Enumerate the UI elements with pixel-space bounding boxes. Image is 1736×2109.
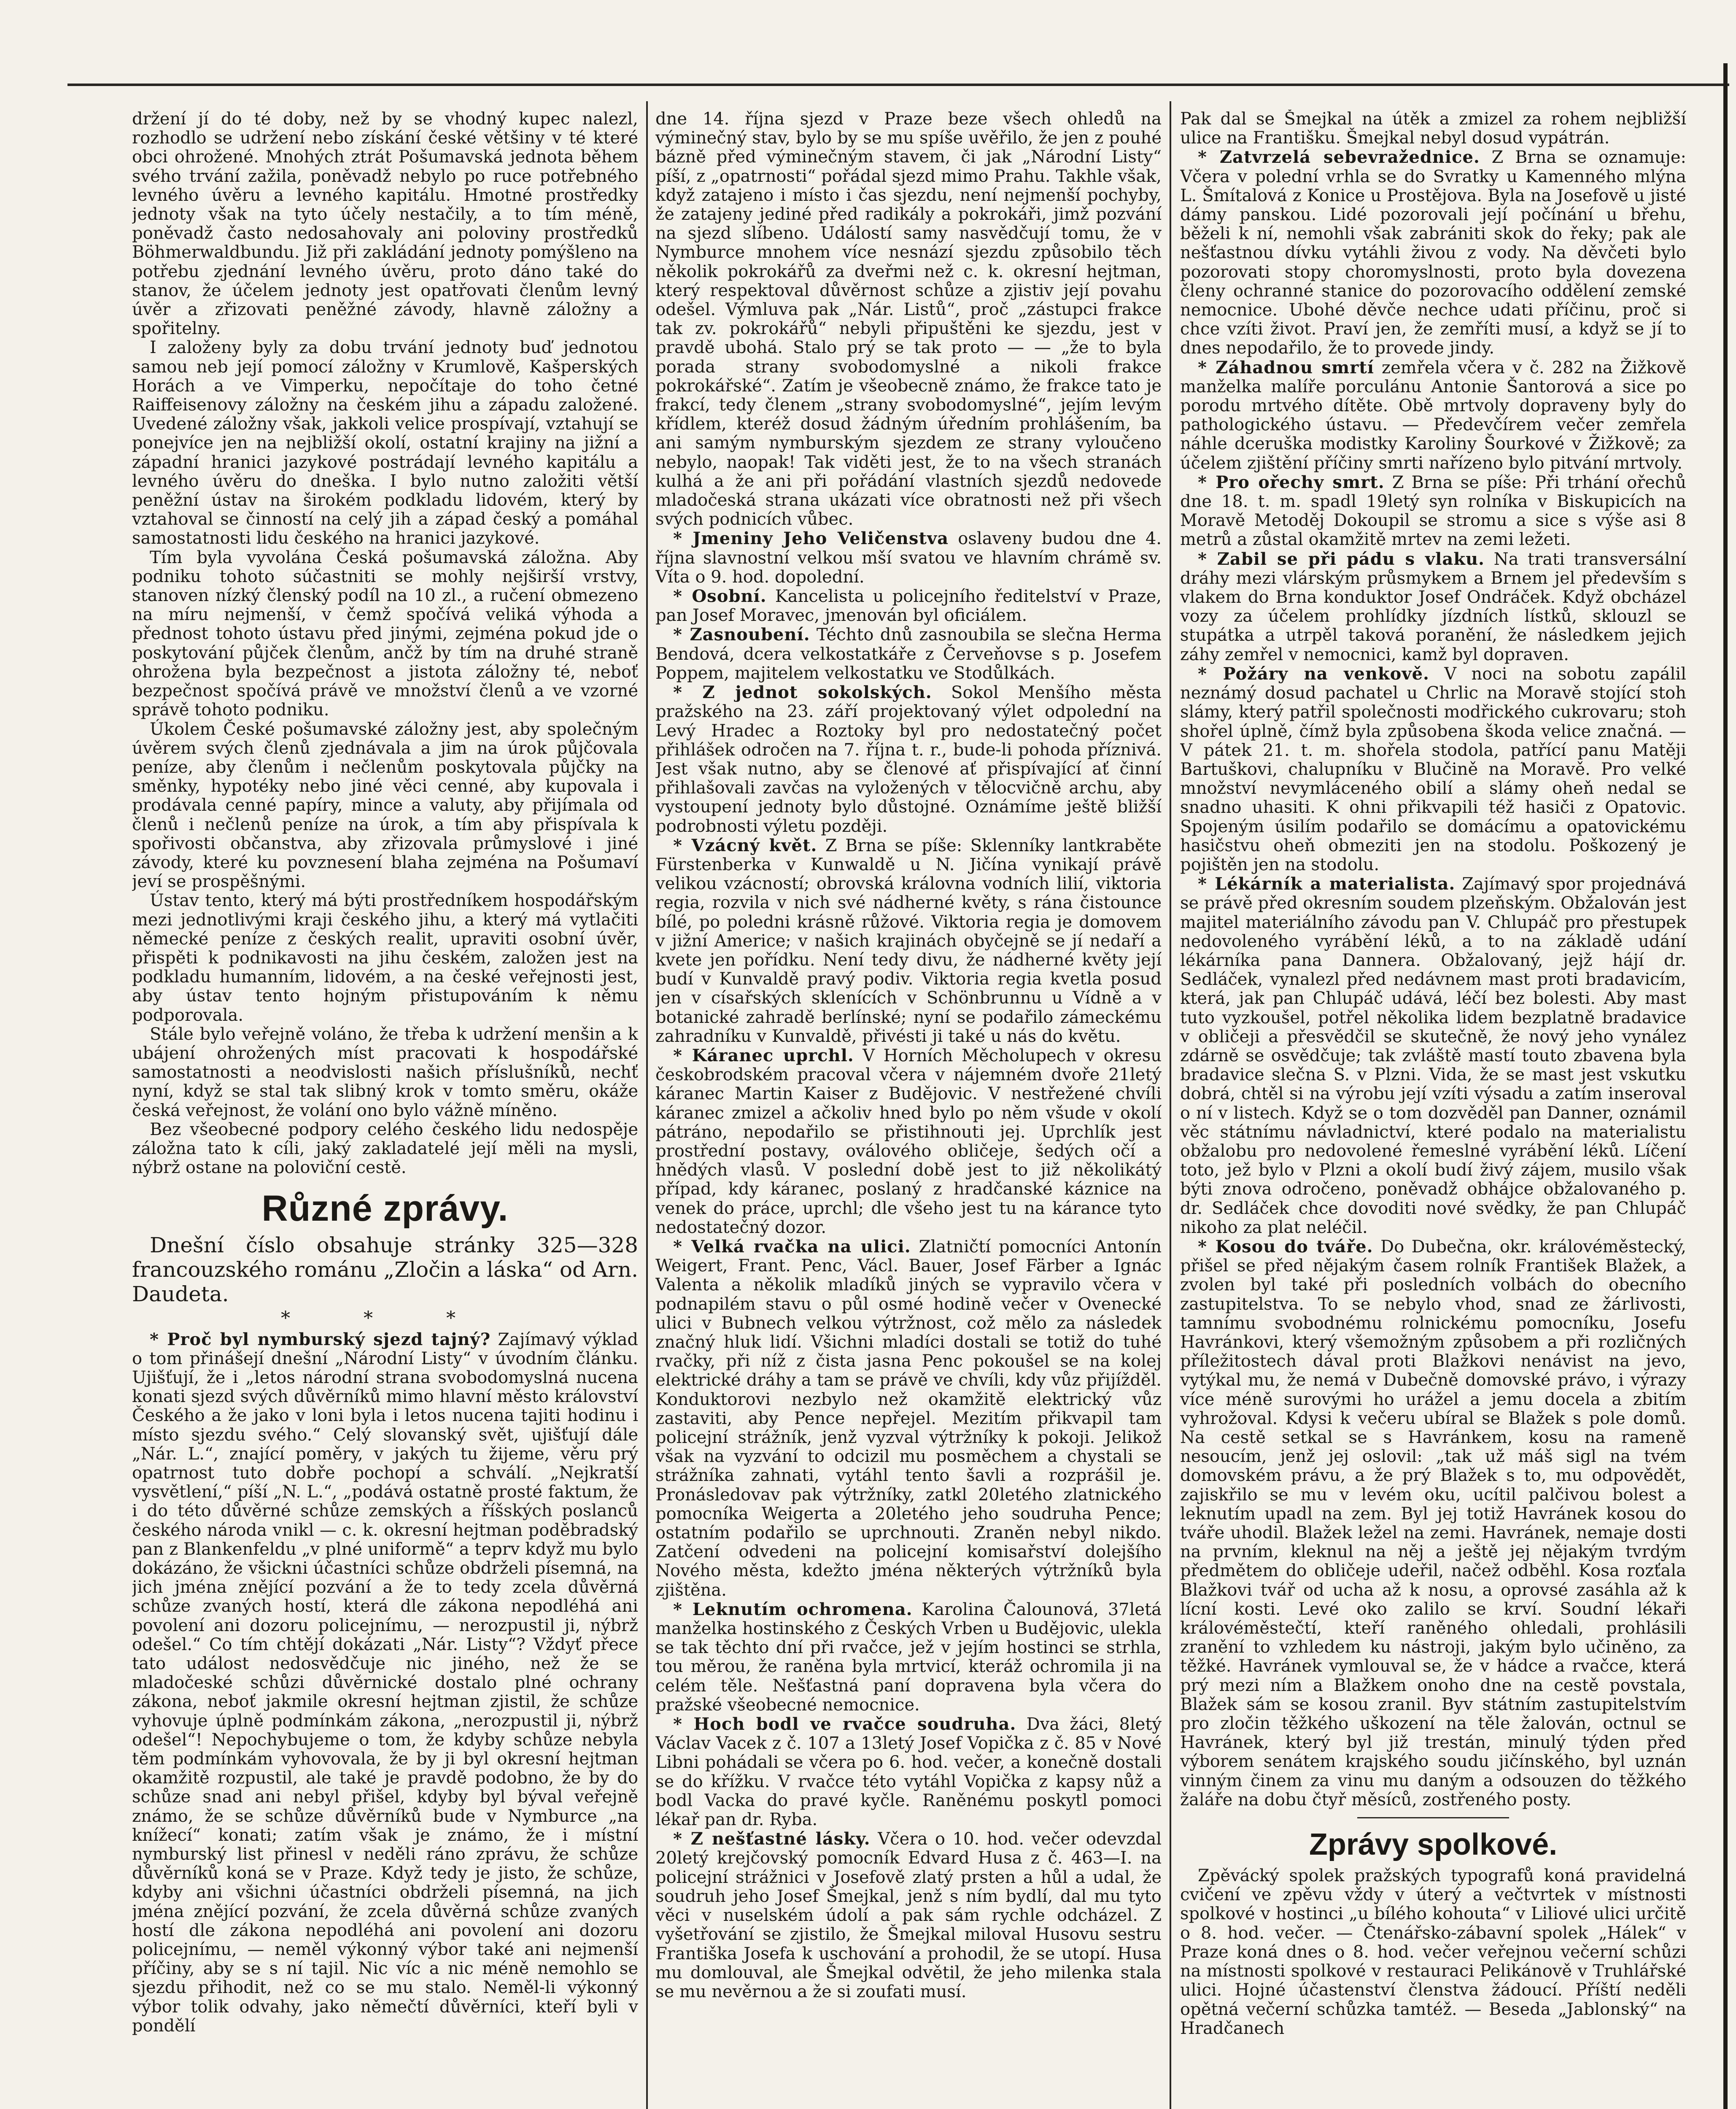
column-2	[655, 110, 1162, 2109]
news-item	[655, 529, 1162, 587]
news-item-body: V noci na sobotu zapálil neznámý dosud pachatel u Chrlic na Moravě stojící stoh slámy, který patřil společnosti modřického cukrovaru; stoh shořel úplně, čímž byla způsobena škoda velice značná. — V pátek 21. t. m. shořela stodola, patřící panu Matěji Bartuškovi, chalupníku v Blučině na Moravě. Pro velké množství nevymláceného obilí a slámy oheň nedal se snadno uhasiti. K ohni přikvapili též hasiči z Opatovic. Spojeným úsilím podařilo se domácímu a opatovickému hasičstvu oheň obmeziti jen na stodolu. Poškozený je pojištěn jen na stodolu.	[1180, 664, 1686, 874]
news-item-title: * Zasnoubení.	[673, 625, 810, 645]
news-item	[1180, 874, 1686, 1237]
news-item-body: Z Brna se píše: Sklenníky lantkraběte Fürstenberka v Kunwaldě u N. Jičína vynikají právě velikou vzácností; obrovská královna vodních lilií, viktoria regia, rozvila v nich své nádherné květy, s rána čistounce bílé, po poledni krásně růžové. Viktoria regia je domovem v jižní Americe; v našich krajinách obyčejně se jí nedaří a kvete jen pořídku. Není tedy divu, že nádherné květy její budí v Kunvaldě pravý podiv. Viktoria regia kvetla posud jen v císařských sklenících v Schönbrunnu u Vídně a v botanické zahradě berlínské; nyní se podařilo zámeckému zahradníku v Kunvaldě, přivésti ji také u nás do květu.	[655, 836, 1162, 1046]
news-item	[1180, 550, 1686, 664]
section-lead: Dnešní číslo obsahuje stránky 325—328 francouzského románu „Zločin a láska“ od Arn. Daudeta.	[132, 1233, 638, 1307]
news-item-body: Zajímavý výklad o tom přinášejí dnešní „Národní Listy“ v úvodním článku. Ujišťují, že i „letos národní strana svobodomyslná nucena konati sjezd svých důvěrníků mimo hlavní město království Českého a že jako v loni byla i letos nucena tajiti hodinu i místo sjezdu svého.“ Celý slovanský svět, ujišťují dále „Nár. L.“, znající poměry, v jakých tu žijeme, věru prý opatrnost tuto dobře pochopí a schválí. „Nejkratší vysvětlení,“ píší „N. L.“, „podává ostatně prosté faktum, že i do této důvěrné schůze zemských a říšských poslanců českého národa vnikl — c. k. okresní hejtman poděbradský pan z Blankenfeldu „v plné uniformě“ a teprv když mu bylo dokázáno, že všickni účastníci schůze obdrželi písemná, na jich jména znějící pozvání a že to tedy zcela důvěrná schůze zvaných hostí, která dle zákona nepodléhá ani povolení ani dozoru policejnímu, — nerozpustil ji, nýbrž odešel.“ Co tím chtějí dokázati „Nár. Listy“? Vždyť přece tato událost nedosvědčuje nic jiného, než že se mladočeské schůzi důvěrnické dostalo plné ochrany zákona, neboť jakmile okresní hejtman zjistil, že schůze vyhovuje úplně podmínkám zákona, „nerozpustil ji, nýbrž odešel“! Nepochybujeme o tom, že kdyby schůze nebyla těm podmínkám vyhovovala, že by ji byl okresní hejtman okamžitě rozpustil, ale také je pravdě podobno, že by do schůze snad ani nebyl přišel, kdyby byl býval veřejně známo, že se schůze důvěrníků bude v Nymburce „na knížecí“ konati; zatím však je známo, že i místní nymburský list přinesl v neděli ráno zprávu, že schůze důvěrníků koná se v Praze. Když tedy je jisto, že schůze, kdyby ani všichni účastníci obdrželi písemná, na jich jména znějící pozvání, že zcela důvěrná schůze zvaných hostí dle zákona nepodléhá ani povolení ani dozoru policejnímu, — neměl výkonný výbor také ani nejmenší příčiny, aby se s ní tajil. Nic víc a nic méně nemohlo se sjezdu přihodit, než co se mu stalo. Neměl-li výkonný výbor tolik odvahy, jako němečtí důvěrníci, kteří byli v pondělí	[132, 1330, 638, 2036]
section-heading-societies: Zprávy spolkové.	[1309, 1828, 1558, 1862]
news-item-title: * Záhadnou smrtí	[1198, 357, 1374, 378]
section-heading-news: Různé zprávy.	[261, 1188, 509, 1229]
news-item-title: * Z jednot sokolských.	[673, 682, 932, 703]
news-item-title: * Vzácný květ.	[673, 835, 817, 855]
news-item-title: * Proč byl nymburský sjezd tajný?	[150, 1329, 491, 1349]
news-item	[132, 1330, 638, 2036]
news-item-title: * Zabil se při pádu s vlaku.	[1198, 549, 1485, 569]
news-item	[1180, 473, 1686, 550]
news-item-body: Kancelista u policejního ředitelství v Praze, pan Josef Moravec, jmenován byl oficiálem.	[655, 587, 1162, 626]
article-paragraph: I založeny byly za dobu trvání jednoty buď jednotou samou neb její pomocí záložny v Krumlově, Kašperských Horách a ve Vimperku, nepočítaje do toho četné Raiffeisenovy záložny na českém jihu a západu založené. Uvedené záložny však, jakkoli velice prospívají, vztahují se ponejvíce jen na nejbližší okolí, ostatní krajiny na jižní a západní hranici jazykové postrádají levného kapitálu a levného úvěru do dneška. I bylo nutno založiti větší peněžní ústav na širokém podkladu lidovém, který by vztahoval se činností na celý jih a západ český a pomáhal samostatnosti lidu českého na hranici jazykové.	[132, 338, 638, 548]
news-item	[655, 1046, 1162, 1237]
news-item-title: * Káranec uprchl.	[673, 1045, 854, 1065]
article-paragraph: Úkolem České pošumavské záložny jest, aby společným úvěrem svých členů zjednávala a jim na úrok půjčovala peníze, aby členům i nečlenům poskytovala půjčky na směnky, hypotéky nebo jiné věci cenné, aby kupovala i prodávala cenné papíry, mince a valuty, aby přijímala od členů i nečlenů peníze na úrok, a tím aby přispívala k spořivosti občanstva, aby zřizovala průmyslové i jiné závody, které ku povznesení blaha zejména na Pošumaví jeví se prospěšnými.	[132, 719, 638, 892]
news-item-title: * Jmeniny Jeho Veličenstva	[673, 529, 949, 549]
news-item-title: * Kosou do tváře.	[1198, 1236, 1373, 1257]
news-item	[1180, 358, 1686, 473]
news-item-title: * Hoch bodl ve rvačce soudruha.	[673, 1714, 1016, 1734]
article-paragraph: dne 14. října sjezd v Praze beze všech ohledů na výminečný stav, bylo by se mu spíše uvěřilo, že jen z pouhé bázně před výminečným stavem, či jak „Národní Listy“ píší, z „opatrnosti“ pořádal sjezd mimo Prahu. Takhle však, když zatajeno i místo i čas sjezdu, není nejmenší pochyby, že zatajeny jediné před radikály a pokrokáři, jimž pozvání na sjezd slíbeno. Událostí samy nasvědčují tomu, že v Nymburce mnohem více nesnází sjezdu způsobilo těch několik pokrokářů za dveřmi než c. k. okresní hejtman, který respektoval důvěrnost schůze a zjistiv její povahu odešel. Výmluva pak „Nár. Listů“, proč „zástupci frakce tak zv. pokrokářů“ nebyli připuštěni ke sjezdu, jest v pravdě ubohá. Stalo prý se tak proto — — „že to byla porada strany svobodomyslné a nikoli frakce pokrokářské“. Zatím je všeobecně známo, že frakce tato je frakcí, tedy členem „strany svobodomyslné“, jejím levým křídlem, kteréž dosud žádným úředním prohlášením, ba ani samým nymburským sjezdem ze strany vyloučeno nebylo, naopak! Tak viděti jest, že to na všech stranách kulhá a že ani při pořádání vlastních sjezdů nedovede mladočeská strana ukázati více obratnosti než při všech svých podnicích vůbec.	[655, 110, 1162, 529]
news-item-body: Včera o 10. hod. večer odevzdal 20letý krejčovský pomocník Edvard Husa z č. 463—I. na policejní strážnici v Josefově zlatý prsten a hůl a udal, že soudruh jeho Josef Šmejkal, jenž s ním bydlí, dal mu tyto věci v nuselském údolí a pak sám rychle odcházel. Z vyšetřování se zjistilo, že Šmejkal miloval Husovu sestru Františka Josefa k uschování a prohodil, že se utopí. Husa mu domlouval, ale Šmejkal odvětil, že jeho milenka stala se mu nevěrnou a že si zoufati musí.	[655, 1829, 1162, 2001]
article-paragraph: Pak dal se Šmejkal na útěk a zmizel za rohem nejbližší ulice na Františku. Šmejkal nebyl dosud vypátrán.	[1180, 110, 1686, 148]
news-item	[655, 836, 1162, 1046]
news-item	[655, 1237, 1162, 1600]
column-1	[132, 110, 638, 2109]
news-item	[1180, 1237, 1686, 1810]
news-item-body: oslaveny budou dne 4. října slavnostní velkou mší svatou ve hlavním chrámě sv. Víta o 9. hod. dopolední.	[655, 529, 1162, 587]
news-item-title: * Pro ořechy smrt.	[1198, 472, 1385, 492]
news-item-body: Do Dubečna, okr. královéměstecký, přišel se před nějakým časem rolník František Blažek, a zvolen byl také při posledních volbách do obecního zastupitelstva. To se nebylo vhod, snad ze žárlivosti, tamnímu svobodnému rolnickému pomocníku, Josefu Havránkovi, který všemožným způsobem a při rozličných příležitostech dával proti Blažkovi nenávist na jevo, vytýkal mu, že nemá v Dubečně domovské právo, i výrazy více méně surovými ho urážel a jemu docela a zbitím vyhrožoval. Kdysi k večeru ubíral se Blažek s pole domů. Na cestě setkal se s Havránkem, kosu na rameně nesoucím, jenž jej oslovil: „tak už máš sigl na tvém domovském právu, a že prý Blažek s to, mu odpovědět, zajiskřilo se mu v levém oku, ucítil palčivou bolest a leknutím upadl na zem. Byl jej totiž Havránek kosou do tváře uhodil. Blažek ležel na zemi. Havránek, nemaje dosti na prvním, kleknul na něj a ještě jej nějakým tvrdým předmětem do obličeje udeřil, načež odběhl. Kosa rozťala Blažkovi tvář od ucha až k nosu, a oprovsé zasáhla až k lícní kosti. Levé oko zalilo se krví. Soudní lékaři královéměstečtí, kteří raněného ohledali, prohlásili zranění to vzhledem ku nástroji, jakým bylo učiněno, za těžké. Havránek vymlouval se, že v hádce a rvačce, která prý mezi ním a Blažkem onoho dne na cestě povstala, Blažek sám se kosou zranil. Byv státním zastupitelstvím pro zločin těžkého uškození na těle žalován, octnul se Havránek, který byl již trestán, minulý týden před výborem senátem krajského soudu jičínského, byl uznán vinným činem za vinu mu daným a odsouzen do těžkého žaláře na dobu čtyř měsíců, zostřeného posty.	[1180, 1237, 1686, 1810]
news-item	[1180, 148, 1686, 358]
news-item-title: * Z nešťastné lásky.	[673, 1829, 871, 1849]
news-item-title: * Požáry na venkově.	[1198, 663, 1429, 684]
news-item-body: Z Brna se píše: Při trhání ořechů dne 18. t. m. spadl 19letý syn rolníka v Biskupicích na Moravě Metoděj Dokoupil se stromu a sice s výše asi 8 metrů a zůstal okamžitě mrtev na zemi ležeti.	[1180, 472, 1686, 550]
news-item-title: * Leknutím ochromena.	[673, 1599, 913, 1619]
column-3	[1180, 110, 1686, 2109]
column-divider-1	[646, 101, 648, 2109]
article-paragraph: držení jí do té doby, než by se vhodný kupec nalezl, rozhodlo se udržení nebo získání české většiny v té které obci ohrožené. Mnohých ztrát Pošumavská jednota během svého trvání zažila, poněvadž nebylo po ruce potřebného levného úvěru a levného kapitálu. Hmotné prostředky jednoty však na tyto účely nestačily, a to tím méně, poněvadž často nedosahovaly ani poloviny prostředků Böhmerwaldbundu. Již při zakládání jednoty pomýšleno na potřebu zjednání levného úvěru, proto dáno také do stanov, že účelem jednoty jest opatřovati členům levný úvěr a zřizovati peněžné závody, hlavně záložny a spořitelny.	[132, 110, 638, 339]
news-item	[655, 1715, 1162, 1829]
news-item-title: * Lékárník a materialista.	[1198, 874, 1456, 894]
top-border-rule	[67, 84, 1729, 86]
article-paragraph: Tím byla vyvolána Česká pošumavská záložna. Aby podniku tohoto súčastniti se mohly nejširší vrstvy, stanoven nízký členský podíl na 10 zl., a ručení obmezeno na míru nejmenší, v čemž spočívá veliká výhoda a přednost tohoto ústavu před jinými, zejména pokud jde o poskytování půjček členům, ančž by tím na druhé straně ohrožena byla bezpečnost a jistota záložny té, neboť bezpečnost spočívá právě ve množství členů a ve vzorné správě tohoto podniku.	[132, 547, 638, 720]
news-item-body: Téchto dnů zasnoubila se slečna Herma Bendová, dcera velkostatkáře z Červeňovse s p. Josefem Poppem, majitelem velkostatku ve Stodůlkách.	[655, 625, 1162, 683]
column-divider-2	[1170, 101, 1171, 2109]
news-item-body: zemřela včera v č. 282 na Žižkově manželka malíře porculánu Antonie Šantorová a sice po porodu mrtvého dítěte. Obě mrtvoly dopraveny byly do pathologického ústavu. — Předevčírem večer zemřela náhle dceruška modistky Karoliny Šourkové v Žižkově; za účelem zjištění příčiny smrti nařízeno bylo pitvání mrtvoly.	[1180, 358, 1686, 473]
news-item-title: * Velká rvačka na ulici.	[673, 1236, 911, 1257]
article-paragraph: Ústav tento, který má býti prostředníkem hospodářským mezi jednotlivými kraji českého jihu, a který má vytlačiti německé peníze z českých realit, upraviti osobní úvěr, přispěti k podnikavosti na jihu českém, založen jest na podkladu humanním, lidovém, a na české veřejnosti jest, aby ústav tento hojným přistupováním k němu podporovala.	[132, 891, 638, 1025]
article-paragraph: Stále bylo veřejně voláno, že třeba k udržení menšin a k ubájení ohrožených míst pracovati k hospodářské samostatnosti a neodvislosti našich příslušníků, nechť nyní, když se stal tak slibný krok v tomto směru, okáže česká veřejnost, že volání ono bylo vážně míněno.	[132, 1024, 638, 1120]
news-item	[655, 683, 1162, 836]
news-item-body: Sokol Menšího města pražského na 23. září projektovaný výlet odpolední na Levý Hradec a Roztoky byl pro nedostatečný počet přihlášek odročen na 7. října t. r., bude-li pohoda příznivá. Jest však nutno, aby se členové ať přispívající ať činní přihlašovali zavčas na vyložených v tělocvičně archu, aby vystoupení jednoty bylo důstojné. Oznámíme ještě bližší podrobnosti výletu později.	[655, 683, 1162, 836]
news-item	[655, 587, 1162, 625]
article-paragraph: Bez všeobecné podpory celého českého lidu nedospěje záložna tato k cíli, jaký zakladatelé její měli na mysli, nýbrž ostane na poloviční cestě.	[132, 1119, 638, 1178]
section-separator-rule	[1357, 1817, 1509, 1818]
news-item-title: * Zatvrzelá sebevražednice.	[1198, 147, 1480, 167]
news-item-body: Z Brna se oznamuje: Včera v polední vrhla se do Svratky u Kamenného mlýna L. Šmítalová z Konice u Prostějova. Byla na Josefově u jisté dámy panskou. Lidé pozorovali její počínání u břehu, běželi k ní, nemohli však zabrániti skok do řeky; pak ale nešťastnou dívku vytáhli živou z vody. Na děvčeti bylo pozorovati stopy choromyslnosti, proto byla dovezena členy ochranné stanice do pozorovacího oddělení zemské nemocnice. Ubohé děvče nechce udati příčinu, proč si chce vzíti život. Praví jen, že zemříti musí, a když se jí to dnes nepodařilo, že to provede jindy.	[1180, 148, 1686, 358]
news-item-body: Zlatničtí pomocníci Antonín Weigert, Frant. Penc, Václ. Bauer, Josef Färber a Ignác Valenta a několik mladíků jiných se vypravilo včera v podnapilém stavu o půl osmé hodině večer v Ovenecké ulici v Bubnech velkou výtržnost, což mělo za následek značný hluk lidí. Všichni mladíci dostali se totiž do tuhé rvačky, při níž z čista jasna Penc pokoušel se na kolej elektrické dráhy a tam se právě ve chvíli, kdy vůz přijížděl. Konduktorovi nezbylo než okamžitě elektrický vůz zastaviti, aby Pence nepřejel. Mezitím přikvapil tam policejní strážník, jenž vyzval výtržníky k pokoji. Jelikož však na vyzvání to odcizil mu posměchem a chystali se strážníka zahnati, vytáhl tento šavli a rozprášil je. Pronásledovav pak výtržníky, zatkl 20letého zlatnického pomocníka Weigerta a 20letého jeho soudruha Pence; ostatním podařilo se uprchnouti. Zraněn nebyl nikdo. Zatčení odvedeni na policejní komisařství dolejšího Nového města, kdežto jména některých výtržníků byla zjištěna.	[655, 1237, 1162, 1600]
article-paragraph: Zpěvácký spolek pražských typografů koná pravidelná cvičení ve zpěvu vždy v úterý a večtvrtek v místnosti spolkové v hostinci „u bílého kohouta“ v Liliové ulici určitě o 8. hod. večer. — Čtenářsko-zábavní spolek „Hálek“ v Praze koná dnes o 8. hod. večer veřejnou večerní schůzi na místnosti spolkové v restauraci Pelikánově v Truhlářské ulici. Hojné účastenství členstva žádoucí. Příští neděli opětná večerní schůzka tamtéž. — Beseda „Jablonský“ na Hradčanech	[1180, 1866, 1686, 2038]
news-item-body: Karolina Čalounová, 37letá manželka hostinského z Českých Vrben u Budějovic, ulekla se tak těchto dní při rvačce, jež v jejím hostinci se strhla, tou měrou, že raněna byla mrtvicí, kteráž ochromila ji na celém těle. Nešťastná paní dopravena byla včera do pražské všeobecné nemocnice.	[655, 1599, 1162, 1715]
news-item-body: Zajímavý spor projednává se právě před okresním soudem plzeňským. Obžalován jest majitel materiálního závodu pan V. Chlupáč pro přestupek nedovoleného vyrábění léků, a to na základě udání lékárníka pana Dannera. Obžalovaný, jejž hájí dr. Sedláček, vynalezl před nedávnem mast proti bradavicím, která, jak pan Chlupáč udává, léčí bez bolesti. Aby mast tuto vyzkoušel, potřel několika lidem bezplatně bradavice v obličeji a přesvědčil se skutečně, že nový jeho vynález zdárně se osvědčuje; tak zvláště mastí touto zbavena byla bradavice slečna S. v Plzni. Vida, že se mast jest vskutku dobrá, chtěl si na výrobu její vzíti výsadu a zatím inseroval o ní v listech. Když se o tom dozvěděl pan Danner, oznámil věc státnímu návladnictví, které podalo na materialistu obžalobu pro nedovolené řemeslné vyrábění léků. Líčení toto, jež bylo v Plzni a okolí budí živý zájem, musilo však býti znova odročeno, poněvadž obhájce obžalovaného p. dr. Sedláček chce dovoditi nové svědky, že pan Chlupáč nikoho za plat neléčil.	[1180, 874, 1686, 1237]
news-item-title: * Osobní.	[673, 586, 767, 607]
news-item-body: Na trati transversální dráhy mezi vlárským průsmykem a Brnem jel především s vlakem do Brna konduktor Josef Ondráček. Když obcházel vozy za účelem prohlídky jízdních lístků, sklouzl se stupátka a utrpěl taková poranění, že následkem jejich záhy zemřel v nemocnici, kamž byl dopraven.	[1180, 549, 1686, 664]
news-item	[655, 1829, 1162, 2001]
news-item-body: Dva žáci, 8letý Václav Vacek z č. 107 a 13letý Josef Vopička z č. 85 v Nové Libni pohádali se včera po 6. hod. večer, a konečně dostali se do křížku. V rvačce této vytáhl Vopička z kapsy nůž a bodl Vacka do pravé kyčle. Raněnému poskytl pomoci lékař pan dr. Ryba.	[655, 1715, 1162, 1830]
news-item	[655, 625, 1162, 683]
section-stars-divider: * * *	[281, 1308, 489, 1330]
right-page-edge	[1723, 63, 1728, 2109]
news-item-body: V Horních Měcholupech v okresu českobrodském pracoval včera v nájemném dvoře 21letý káranec Martin Kaiser z Budějovic. V nestřežené chvíli káranec zmizel a ačkoliv hned bylo po něm všude v okolí pátráno, nepodařilo se přistihnouti jej. Uprchlík jest prostřední postavy, oválového obličeje, šedých očí a hnědých vlasů. V poslední době jest to již několikátý případ, kdy káranec, poslaný z hradčanské káznice na venek do práce, uprchl; dle všeho jest tu na kárance tyto nedostatečný dozor.	[655, 1046, 1162, 1237]
news-item	[655, 1600, 1162, 1715]
news-item	[1180, 664, 1686, 874]
